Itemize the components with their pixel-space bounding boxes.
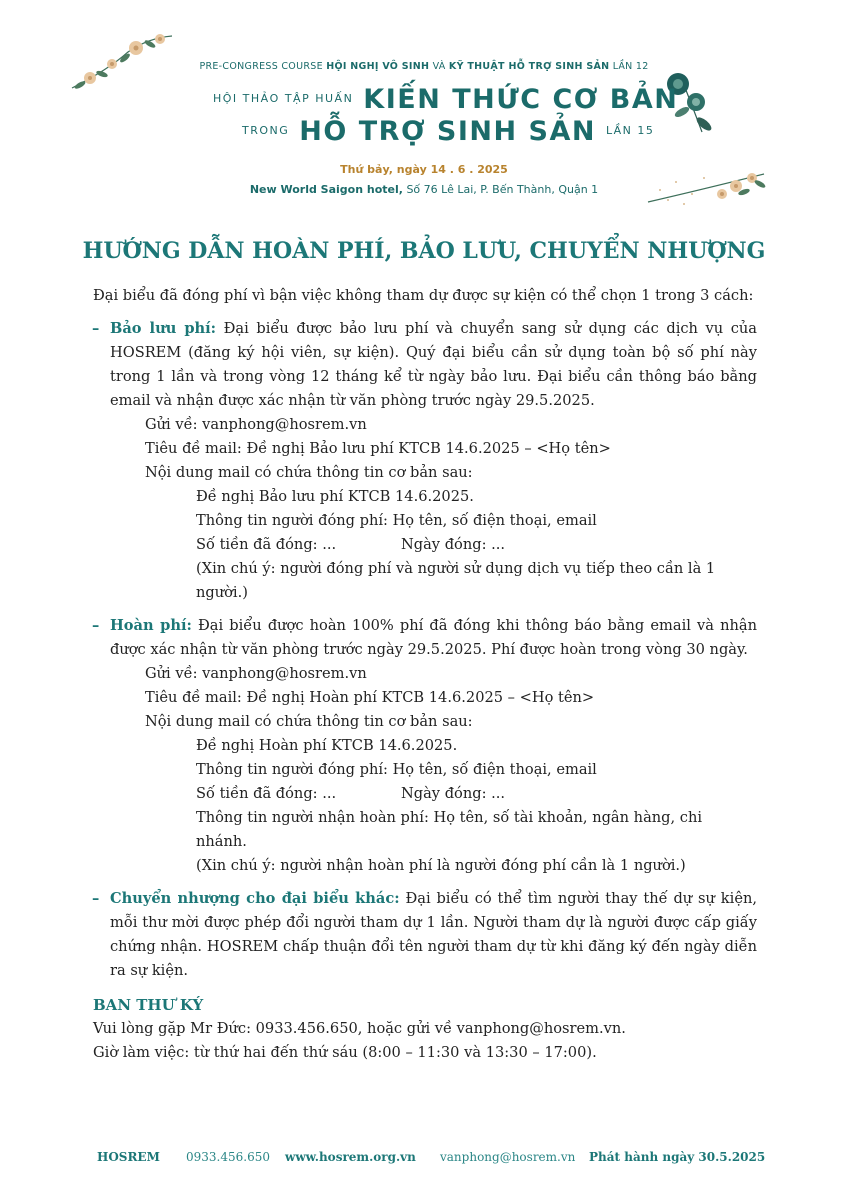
mail-content-note: (Xin chú ý: người đóng phí và người sử dụng dịch vụ tiếp theo cần là 1 người.) (196, 560, 716, 601)
congress-name: HỘI NGHỊ VÔ SINH (326, 61, 430, 72)
option-label: Chuyển nhượng cho đại biểu khác: (110, 890, 400, 907)
footer-phone: 0933.456.650 (186, 1150, 270, 1164)
footer-org: HOSREM (97, 1150, 160, 1164)
course-edition: LẦN 15 (605, 124, 655, 137)
option-hoan-phi (93, 614, 757, 662)
option-text: Đại biểu được bảo lưu phí và chuyển sang sử dụng các dịch vụ của HOSREM (đăng ký hội viên, sự kiện). Quý đại biểu cần sử dụng toàn bộ số phí này trong 1 lần và trong vòng 12 tháng kể từ ngày bảo lưu. Đại biểu cần thông báo bằng email và nhận được xác nhận từ văn phòng trước ngày 29.5.2025. (110, 320, 757, 409)
option-chuyen-nhuong (93, 887, 757, 983)
secretariat-heading: BAN THƯ KÝ (93, 996, 204, 1014)
amount-paid: Số tiền đã đóng: ... (196, 785, 337, 802)
option-label: Hoàn phí: (110, 617, 192, 634)
bullet-dash: – (92, 617, 100, 634)
course-title-main: KIẾN THỨC CƠ BẢN (363, 84, 679, 115)
mail-subject: Tiêu đề mail: Đề nghị Hoàn phí KTCB 14.6.2025 – <Họ tên> (145, 689, 595, 706)
option-text: Đại biểu được hoàn 100% phí đã đóng khi thông báo bằng email và nhận được xác nhận từ văn phòng trước ngày 29.5.2025. Phí được hoàn trong vòng 30 ngày. (110, 617, 757, 658)
event-venue (0, 183, 848, 196)
pre-congress-prefix: PRE-CONGRESS COURSE (199, 61, 327, 72)
course-title-conj: TRONG (242, 124, 290, 137)
option-bao-luu (93, 317, 757, 413)
footer-email-link[interactable]: vanphong@hosrem.vn (440, 1150, 576, 1164)
send-to: Gửi về: vanphong@hosrem.vn (145, 416, 367, 433)
mail-content-line: Thông tin người đóng phí: Họ tên, số điện thoại, email (196, 761, 597, 778)
pre-congress-conj: VÀ (429, 61, 449, 72)
course-type: HỘI THẢO TẬP HUẤN (213, 92, 354, 105)
mail-content-line: Thông tin người đóng phí: Họ tên, số điện thoại, email (196, 512, 597, 529)
bullet-dash: – (92, 890, 100, 907)
mail-content-line (93, 533, 757, 557)
intro-text: Đại biểu đã đóng phí vì bận việc không tham dự được sự kiện có thể chọn 1 trong 3 cách: (93, 287, 754, 304)
venue-address: Số 76 Lê Lai, P. Bến Thành, Quận 1 (402, 183, 599, 196)
mail-content-line: Đề nghị Bảo lưu phí KTCB 14.6.2025. (196, 488, 474, 505)
document-body (93, 284, 757, 1065)
mail-content-line: Đề nghị Hoàn phí KTCB 14.6.2025. (196, 737, 458, 754)
bullet-dash: – (92, 320, 100, 337)
mail-content-line: Thông tin người nhận hoàn phí: Họ tên, số tài khoản, ngân hàng, chi nhánh. (196, 809, 703, 850)
event-date: Thứ bảy, ngày 14 . 6 . 2025 (340, 163, 508, 176)
mail-subject: Tiêu đề mail: Đề nghị Bảo lưu phí KTCB 14.6.2025 – <Họ tên> (145, 440, 611, 457)
mail-content-note: (Xin chú ý: người nhận hoàn phí là người đóng phí cần là 1 người.) (196, 857, 686, 874)
secretariat-hours: Giờ làm việc: từ thứ hai đến thứ sáu (8:00 – 11:30 và 13:30 – 17:00). (93, 1044, 597, 1061)
mail-content-line (93, 782, 757, 806)
footer-website-link[interactable]: www.hosrem.org.vn (285, 1150, 416, 1164)
mail-content-intro: Nội dung mail có chứa thông tin cơ bản sau: (145, 713, 473, 730)
course-title-row-2 (242, 116, 654, 147)
pre-congress-line (0, 61, 848, 72)
amount-paid: Số tiền đã đóng: ... (196, 536, 337, 553)
secretariat-contact: Vui lòng gặp Mr Đức: 0933.456.650, hoặc gửi về vanphong@hosrem.vn. (93, 1020, 626, 1037)
course-title-row-1 (213, 84, 678, 115)
payment-date: Ngày đóng: ... (401, 536, 506, 553)
congress-edition: LẦN 12 (609, 61, 649, 72)
option-text: Đại biểu có thể tìm người thay thế dự sự kiện, mỗi thư mời được phép đổi người tham dự 1 lần. Người tham dự là người được cấp giấy chứng nhận. HOSREM chấp thuận đổi tên người tham dự từ khi đăng ký đến ngày diễn ra sự kiện. (110, 890, 757, 979)
course-title-sub: HỖ TRỢ SINH SẢN (299, 116, 596, 147)
send-to: Gửi về: vanphong@hosrem.vn (145, 665, 367, 682)
footer-release-date: Phát hành ngày 30.5.2025 (589, 1150, 766, 1164)
option-label: Bảo lưu phí: (110, 320, 217, 337)
payment-date: Ngày đóng: ... (401, 785, 506, 802)
event-header (0, 0, 848, 215)
page-footer (0, 1150, 848, 1170)
venue-name: New World Saigon hotel, (249, 183, 403, 196)
mail-content-intro: Nội dung mail có chứa thông tin cơ bản sau: (145, 464, 473, 481)
page-title: HƯỚNG DẪN HOÀN PHÍ, BẢO LƯU, CHUYỂN NHƯỢNG (82, 238, 766, 264)
congress-topic: KỸ THUẬT HỖ TRỢ SINH SẢN (448, 61, 610, 72)
